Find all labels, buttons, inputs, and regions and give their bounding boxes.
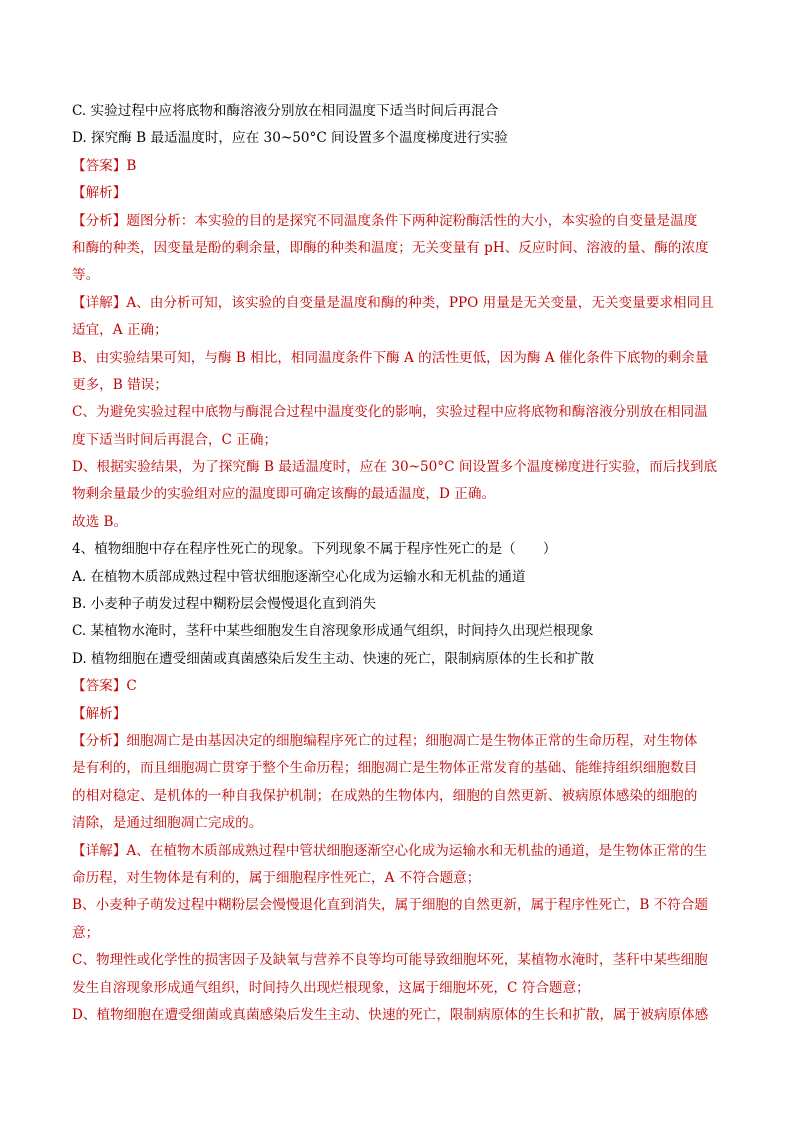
text-line: C. 某植物水淹时，茎秆中某些细胞发生自溶现象形成通气组织，时间持久出现烂根现象 [72, 623, 594, 640]
text-line: 适宜，A 正确； [72, 322, 168, 339]
text-line: C、物理性或化学性的损害因子及缺氧与营养不良等均可能导致细胞坏死，某植物水淹时，茎秆中某些细胞 [72, 952, 708, 969]
text-line: 【详解】A、由分析可知，该实验的自变量是温度和酶的种类，PPO 用量是无关变量，无关变量要求相同且 [72, 294, 714, 311]
text-line: 等。 [72, 267, 100, 284]
text-line: 发生自溶现象形成通气组织，时间持久出现烂根现象，这属于细胞坏死，C 符合题意； [72, 979, 590, 996]
text-line: 【详解】A、在植物木质部成熟过程中管状细胞逐渐空心化成为运输水和无机盐的通道，是生物体正常的生 [72, 842, 708, 859]
text-line: 【分析】题图分析：本实验的目的是探究不同温度条件下两种淀粉酶活性的大小，本实验的自变量是温度 [72, 212, 698, 229]
text-line: 度下适当时间后再混合，C 正确； [72, 431, 278, 448]
text-line: 物剩余量最少的实验组对应的温度即可确定该酶的最适温度，D 正确。 [72, 486, 496, 503]
text-line: 【解析】 [72, 185, 127, 202]
text-line: 【答案】C [72, 678, 137, 695]
text-line: D、植物细胞在遭受细菌或真菌感染后发生主动、快速的死亡，限制病原体的生长和扩散，属于被病原体感 [72, 1006, 709, 1023]
text-line: 4、植物细胞中存在程序性死亡的现象。下列现象不属于程序性死亡的是（ ） [72, 541, 557, 558]
text-line: A. 在植物木质部成熟过程中管状细胞逐渐空心化成为运输水和无机盐的通道 [72, 568, 526, 585]
text-line: 命历程，对生物体是有利的，属于细胞程序性死亡，A 不符合题意； [72, 869, 481, 886]
text-line: D. 探究酶 B 最适温度时，应在 30~50°C 间设置多个温度梯度进行实验 [72, 130, 508, 147]
text-line: 清除，是通过细胞凋亡完成的。 [72, 815, 263, 832]
document-page [72, 98, 730, 1029]
text-line: 【答案】B [72, 157, 137, 174]
text-line: C、为避免实验过程中底物与酶混合过程中温度变化的影响，实验过程中应将底物和酶溶液分别放在相同温 [72, 404, 708, 421]
text-line: C. 实验过程中应将底物和酶溶液分别放在相同温度下适当时间后再混合 [72, 103, 499, 119]
text-line: 故选 B。 [72, 513, 128, 530]
text-line: 【解析】 [72, 705, 127, 722]
text-line: D. 植物细胞在遭受细菌或真菌感染后发生主动、快速的死亡，限制病原体的生长和扩散 [72, 650, 595, 667]
text-line: B、小麦种子萌发过程中糊粉层会慢慢退化直到消失，属于细胞的自然更新，属于程序性死亡，B 不符合题 [72, 897, 709, 914]
text-line: 【分析】细胞凋亡是由基因决定的细胞编程序死亡的过程；细胞凋亡是生物体正常的生命历程，对生物体 [72, 732, 698, 749]
text-line: 更多，B 错误； [72, 376, 168, 393]
text-line: 和酶的种类，因变量是酚的剩余量，即酶的种类和温度；无关变量有 pH、反应时间、溶液的量、酶的浓度 [72, 239, 709, 256]
text-line: B. 小麦种子萌发过程中糊粉层会慢慢退化直到消失 [72, 596, 377, 613]
text-line: 是有利的，而且细胞凋亡贯穿于整个生命历程；细胞凋亡是生物体正常发育的基础、能维持组织细胞数目 [72, 760, 698, 777]
text-line: D、根据实验结果，为了探究酶 B 最适温度时，应在 30~50°C 间设置多个温度梯度进行实验，而后找到底 [72, 459, 718, 476]
text-line: 的相对稳定、是机体的一种自我保护机制；在成熟的生物体内，细胞的自然更新、被病原体感染的细胞的 [72, 787, 698, 804]
text-line: B、由实验结果可知，与酶 B 相比，相同温度条件下酶 A 的活性更低，因为酶 A 催化条件下底物的剩余量 [72, 349, 709, 366]
text-line: 意； [72, 924, 100, 941]
